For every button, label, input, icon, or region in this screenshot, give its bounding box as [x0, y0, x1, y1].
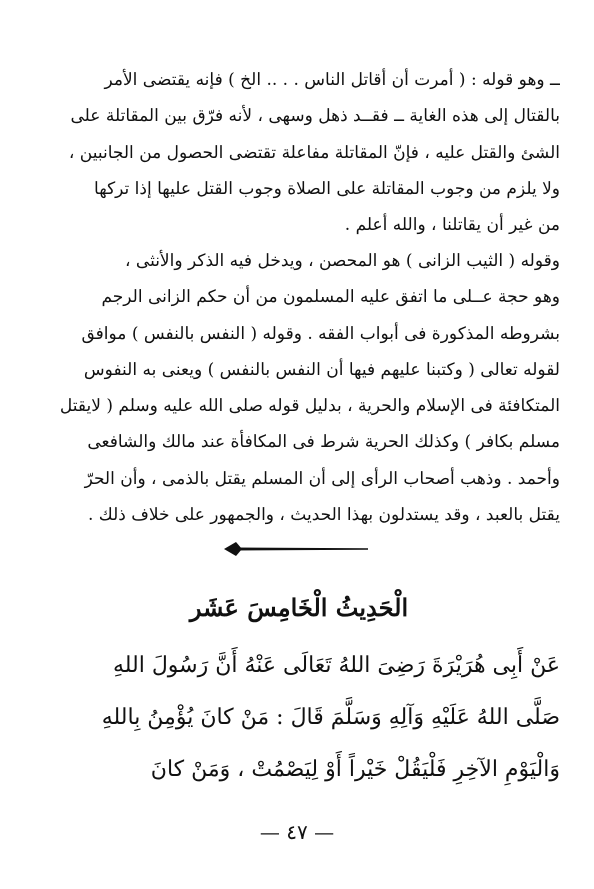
hadith-line: صَلَّى اللهُ عَلَيْهِ وَآلِهِ وَسَلَّمَ قَالَ : مَنْ كانَ يُؤْمِنُ بِاللهِ	[101, 705, 560, 730]
text-line: مسلم بكافر ) وكذلك الحرية شرط فى المكافأة عند مالك والشافعى	[87, 432, 560, 453]
text-line: المتكافئة فى الإسلام والحرية ، بدليل قوله صلى الله عليه وسلم ( لايقتل	[59, 396, 560, 417]
text-line: بالقتال إلى هذه الغاية ــ فقــد ذهل وسهى ، لأنه فرّق بين المقاتلة على	[70, 106, 560, 127]
text-line: ــ وهو قوله : ( أمرت أن أقاتل الناس . . .. الخ ) فإنه يقتضى الأمر	[104, 70, 560, 90]
hadith-line: وَالْيَوْمِ الآخِرِ فَلْيَقُلْ خَيْراً أَوْ لِيَصْمُتْ ، وَمَنْ كانَ	[150, 757, 560, 782]
text-line: الشئ والقتل عليه ، فإنّ المقاتلة مفاعلة تقتضى الحصول من الجانبين ،	[68, 142, 560, 163]
hadith-text	[30, 640, 560, 796]
text-line: بشروطه المذكورة فى أبواب الفقه . وقوله ( النفس بالنفس ) موافق	[81, 323, 560, 344]
text-line: لقوله تعالى ( وكتبنا عليهم فيها أن النفس بالنفس ) ويعنى به النفوس	[83, 359, 560, 380]
text-line: يقتل بالعبد ، وقد يستدلون بهذا الحديث ، والجمهور على خلاف ذلك .	[87, 505, 560, 526]
page-number: — ٤٧ —	[259, 820, 335, 844]
text-line: من غير أن يقاتلنا ، والله أعلم .	[344, 215, 560, 236]
text-line: وقوله ( الثيب الزانى ) هو المحصن ، ويدخل فيه الذكر والأنثى ،	[125, 251, 560, 271]
text-line: وأحمد . وذهب أصحاب الرأى إلى أن المسلم يقتل بالذمى ، وأن الحرّ	[84, 468, 560, 489]
text-line: وهو حجة عــلى ما اتفق عليه المسلمون من أن حكم الزانى الرجم	[101, 287, 560, 308]
commentary-paragraph-1	[38, 62, 560, 243]
commentary-paragraph-2	[38, 243, 560, 533]
hadith-heading: الْحَدِيثُ الْخَامِسَ عَشَر	[189, 593, 409, 622]
text-line: ولا يلزم من وجوب المقاتلة على الصلاة وجوب القتل عليها إذا تركها	[94, 178, 560, 199]
pointed-rule-ornament-icon	[222, 538, 372, 560]
hadith-line: عَنْ أَبِى هُرَيْرَةَ رَضِىَ اللهُ تَعَالَى عَنْهُ أَنَّ رَسُولَ اللهِ	[112, 653, 560, 678]
